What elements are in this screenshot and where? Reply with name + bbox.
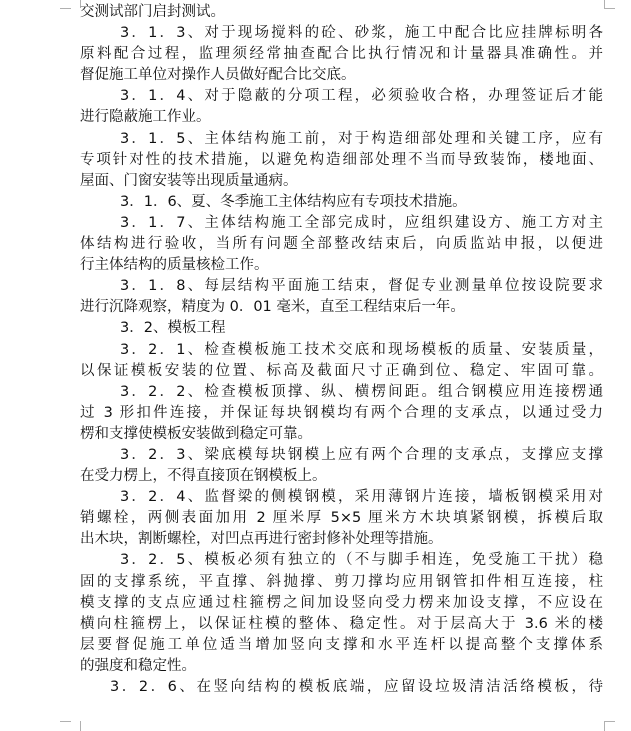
margin-mark-bottom-right-h <box>604 721 615 722</box>
text-line: 3．2．5、模板必须有独立的（不与脚手相连，免受施工干扰）稳 <box>120 552 603 569</box>
margin-mark-bottom-right <box>604 721 615 731</box>
text-line: 横向柱箍楞上，以保证柱模的整体、稳定性。对于层高大于 3.6 米的楼 <box>80 615 603 632</box>
text-line: 销螺栓，两侧表面加用 2 厘米厚 5×5 厘米方木块填紧钢模，拆模后取 <box>80 510 603 527</box>
text-line: 过 3 形扣件连接，并保证每块钢模均有两个合理的支承点，以通过受力 <box>80 404 603 421</box>
text-line: 进行隐蔽施工作业。 <box>80 109 211 126</box>
text-line: 3．1．4、对于隐蔽的分项工程，必须验收合格，办理签证后才能 <box>120 88 603 105</box>
text-line: 的强度和稳定性。 <box>80 657 196 674</box>
text-line: 3．1．8、每层结构平面施工结束，督促专业测量单位按设院要求 <box>120 278 603 295</box>
text-line: 督促施工单位对操作人员做好配合比交底。 <box>80 67 356 84</box>
text-line: 3．1．3、对于现场搅料的砼、砂浆，施工中配合比应挂牌标明各 <box>120 25 603 42</box>
text-line: 3．2．4、监督梁的侧模钢模，采用薄钢片连接，墙板钢模采用对 <box>120 489 603 506</box>
text-line: 进行沉降观察，精度为 0．01 毫米，直至工程结束后一年。 <box>80 299 465 316</box>
text-line: 3．2．1、检查模板施工技术交底和现场模板的质量、安装质量， <box>120 341 603 358</box>
text-line: 楞和支撑使模板安装做到稳定可靠。 <box>80 425 312 442</box>
text-line: 出木块，割断螺栓，对凹点再进行密封修补处理等措施。 <box>80 531 443 548</box>
document-body <box>80 2 603 698</box>
margin-mark-bottom-left <box>70 721 81 731</box>
text-line: 3．2．2、检查模板顶撑、纵、横楞间距。组合钢模应用连接楞通 <box>120 383 603 400</box>
text-line: 层要督促施工单位适当增加竖向支撑和水平连杆以提高整个支撑体系 <box>80 636 603 653</box>
text-line: 3．1．5、主体结构施工前，对于构造细部处理和关键工序，应有 <box>120 130 603 147</box>
text-line: 3．2．3、梁底模每块钢模上应有两个合理的支承点，支撑应支撑 <box>120 446 603 463</box>
text-line: 交测试部门启封测试。 <box>80 4 225 20</box>
text-line: 屋面、门窗安装等出现质量通病。 <box>80 172 298 189</box>
text-line: 在受力楞上，不得直接顶在钢模板上。 <box>80 468 327 485</box>
text-line: 3．1．7、主体结构施工全部完成时，应组织建设方、施工方对主 <box>120 214 603 231</box>
text-line: 固的支撑系统，平直撑、斜抛撑、剪刀撑均应用钢管扣件相互连接，柱 <box>80 573 603 590</box>
margin-mark-top-right <box>604 0 615 8</box>
text-line: 体结构进行验收，当所有问题全部整改结束后，向质监站申报，以便进 <box>80 236 603 253</box>
text-line: 以保证模板安装的位置、标高及截面尺寸正确到位、稳定、牢固可靠。 <box>80 362 603 379</box>
text-line: 专项针对性的技术措施，以避免构造细部处理不当而导致装饰，楼地面、 <box>80 151 603 168</box>
text-line: 模支撑的支点应通过柱箍楞之间加设竖向受力楞来加设支撑，不应设在 <box>80 594 603 611</box>
margin-mark-top-left-h <box>60 8 71 9</box>
margin-mark-top-right-h <box>604 8 615 9</box>
text-line: 3．2．6、在竖向结构的模板底端，应留设垃圾清洁活络模板，待 <box>110 679 603 695</box>
text-line: 原料配合过程，监理须经常抽查配合比执行情况和计量器具准确性。并 <box>80 46 603 63</box>
text-line: 3．2、模板工程 <box>120 320 226 337</box>
margin-mark-bottom-left-h <box>60 721 71 722</box>
text-line: 行主体结构的质量核检工作。 <box>80 257 269 274</box>
text-line: 3．1．6、夏、冬季施工主体结构应有专项技术措施。 <box>120 193 467 210</box>
